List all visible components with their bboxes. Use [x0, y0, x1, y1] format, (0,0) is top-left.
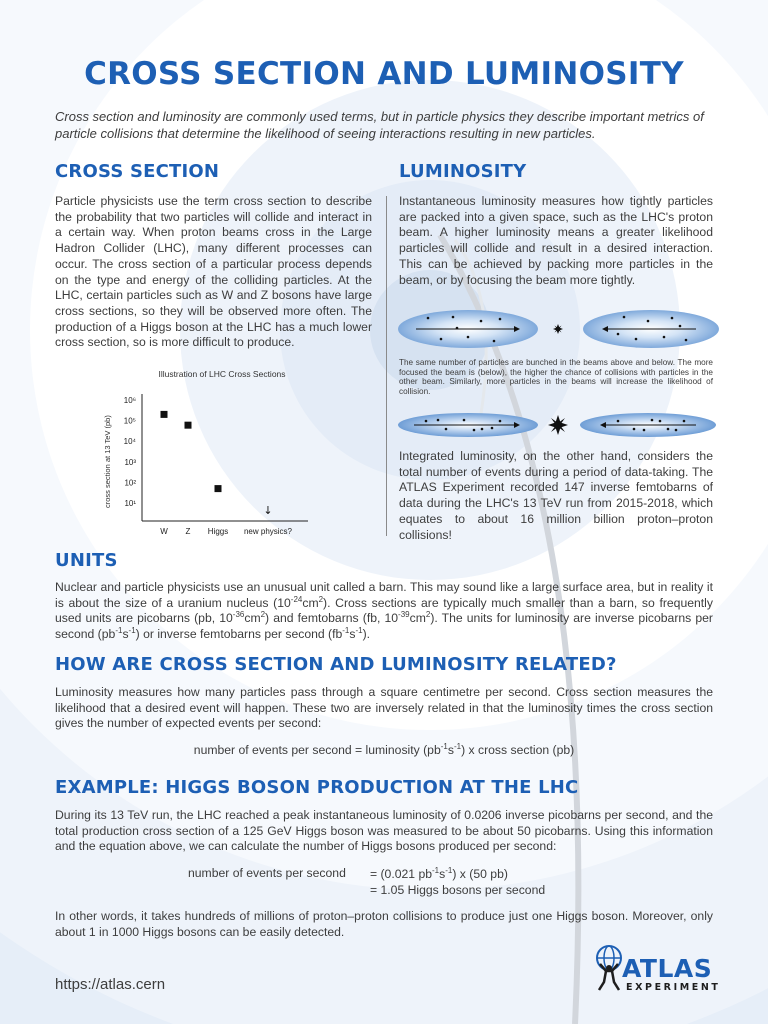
luminosity-body: Instantaneous luminosity measures how tightly particles are packed into a given space, such as the LHC's proton beam. A higher luminosity means a greater likelihood particles will collide and result in a desired interaction. This can be achieved by packing more particles in the beam, or by focusing the beam more tightly. — [399, 194, 713, 287]
example-eq-line2: = 1.05 Higgs bosons per second — [370, 883, 546, 897]
website-link[interactable]: https://atlas.cern — [55, 976, 166, 993]
beam-diagram-top — [396, 308, 720, 350]
page-title: CROSS SECTION AND LUMINOSITY — [84, 56, 684, 92]
new-physics-arrow: ↓ — [263, 504, 273, 517]
beam-diagram-bottom — [396, 408, 720, 442]
collision-star-large-icon — [548, 415, 568, 435]
chart-title: Illustration of LHC Cross Sections — [158, 369, 286, 379]
beam-caption: The same number of particles are bunched in the beams above and below. The more focused the beam is (below), the higher the chance of collisions with particles in the other beam. Similarly, more particles in the beams will increase the likelihood of collision. — [399, 358, 713, 396]
y-tick-label: 10⁵ — [123, 416, 136, 426]
cross-section-chart — [98, 388, 328, 540]
integrated-luminosity-text: Integrated luminosity, on the other hand, considers the total number of events during a period of data-taking. The ATLAS Experiment recorded 147 inverse femtobarns of data during the LHC's 13 TeV run from 2015-2018, which equates to about 16 million billion proton–proton collisions! — [399, 449, 713, 542]
relation-equation: number of events per second = luminosity $(pb^{-1}s^{-1})$ x cross section (pb) — [193, 741, 575, 757]
example-conclusion: In other words, it takes hundreds of millions of proton–proton collisions to produce just one Higgs boson. Moreover, only about 1 in 1000 Higgs bosons can be easily detected. — [55, 909, 713, 939]
column-divider — [386, 196, 387, 536]
example-eq-label: number of events per second — [188, 866, 346, 880]
intro-text: Cross section and luminosity are commonly used terms, but in particle physics they describe important metrics of particle collisions that determine the likelihood of seeing interactions resulting in new particles. — [55, 109, 704, 141]
atlas-logo-text: ATLAS — [622, 954, 713, 983]
cross-section-body: Particle physicists use the term cross section to describe the probability that two particles will collide and interact in a certain way. When proton beams cross in the Large Hadron Collider (LHC), many different processes can occur. The cross section of a particular process depends on the type and energy of the colliding particles. At the LHC, certain particles such as W and Z bosons have large cross sections, so they will be observed more often. The production of a Higgs boson at the LHC has a much lower cross section, so is more difficult to produce. — [55, 194, 372, 350]
data-point-w — [161, 411, 168, 418]
example-heading: EXAMPLE: HIGGS BOSON PRODUCTION AT THE LHC — [55, 777, 579, 798]
y-tick-label: 10⁶ — [123, 396, 136, 405]
x-tick-label: new physics? — [243, 527, 293, 536]
atlas-logo-subtext: EXPERIMENT — [626, 982, 721, 993]
luminosity-heading: LUMINOSITY — [399, 161, 527, 182]
cross-section-heading: CROSS SECTION — [55, 161, 220, 182]
example-eq-line1: = (0.021 $pb^{-1}s^{-1}$) x (50 pb) — [370, 866, 508, 882]
related-body: Luminosity measures how many particles pass through a square centimetre per second. Cross section measures the likelihood that a desired event will happen. These two are inversely related in that the luminosity times the cross section gives the number of expected events per second: — [55, 685, 713, 731]
units-body: Nuclear and particle physicists use an unusual unit called a barn. This may sound like a large surface area, but in reality it is about the size of a uranium nucleus $(10^{-24}cm^2)$. Cross sections are typically much smaller than a barn, so frequently used units are picobarns (pb, $10^{-36}cm^2$) and femtobarns (fb, $10^{-39}cm^2$). The units for luminosity are inverse picobarns per second $(pb^{-1}s^{-1})$ or inverse femtobarns per second $(fb^{-1}s^{-1})$. — [55, 580, 713, 642]
y-tick-label: 10² — [124, 478, 136, 488]
x-tick-label: W — [160, 527, 168, 536]
x-tick-label: Z — [185, 527, 191, 536]
atlas-globe-logo-icon — [592, 944, 626, 992]
x-tick-label: Higgs — [207, 527, 229, 536]
example-body: During its 13 TeV run, the LHC reached a peak instantaneous luminosity of 0.0206 inverse picobarns per second, and the total production cross section of a 125 GeV Higgs boson was measured to be about 50 picobarns. Using this information and the equation above, we can calculate the number of Higgs bosons produced per second: — [55, 808, 713, 854]
related-heading: HOW ARE CROSS SECTION AND LUMINOSITY RELATED? — [55, 654, 617, 675]
data-point-higgs — [215, 485, 222, 492]
chart-ylabel: cross section at 13 TeV (pb) — [103, 415, 112, 508]
units-heading: UNITS — [55, 550, 118, 571]
data-point-z — [185, 422, 192, 429]
y-tick-label: 10³ — [124, 457, 136, 467]
collision-star-small-icon — [553, 324, 563, 334]
y-tick-label: 10⁴ — [123, 437, 136, 447]
y-tick-label: 10¹ — [124, 499, 136, 508]
